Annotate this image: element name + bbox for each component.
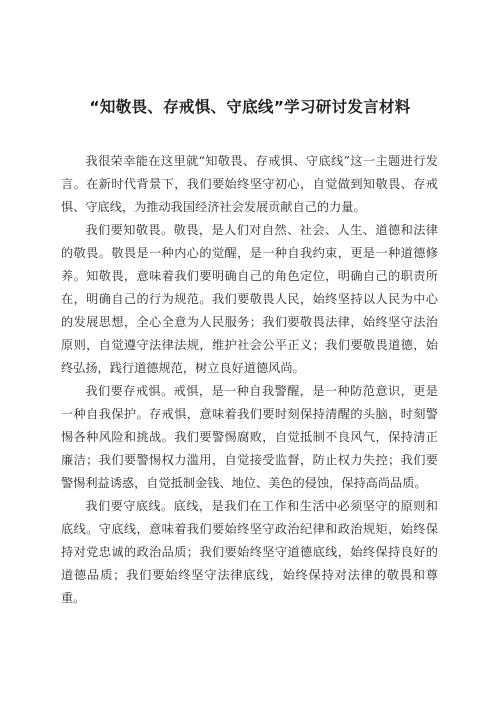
document-body [61,150,438,610]
paragraph-keep-vigilance: 我们要存戒惧。戒惧，是一种自我警醒，是一种防范意识，更是一种自我保护。存戒惧，意味着我们要时刻保持清醒的头脑，时刻警惕各种风险和挑战。我们要警惕腐败，自觉抵制不良风气，保持清正廉洁；我们要警惕权力滥用，自觉接受监督，防止权力失控；我们要警惕利益诱惑，自觉抵制金钱、地位、美色的侵蚀，保持高尚品质。 [61,384,438,490]
paragraph-hold-bottom-line: 我们要守底线。底线，是我们在工作和生活中必须坚守的原则和底线。守底线，意味着我们要始终坚守政治纪律和政治规矩，始终保持对党忠诚的政治品质；我们要始终坚守道德底线，始终保持良好的道德品质；我们要始终坚守法律底线，始终保持对法律的敬畏和尊重。 [61,499,438,605]
paragraph-know-awe: 我们要知敬畏。敬畏，是人们对自然、社会、人生、道德和法律的敬畏。敬畏是一种内心的觉醒，是一种自我约束，更是一种道德修养。知敬畏，意味着我们要明确自己的角色定位，明确自己的职责所在，明确自己的行为规范。我们要敬畏人民，始终坚持以人民为中心的发展思想，全心全意为人民服务；我们要敬畏法律，始终坚守法治原则，自觉遵守法律法规，维护社会公平正义；我们要敬畏道德，始终弘扬，践行道德规范，树立良好道德风尚。 [61,223,438,375]
document-title: “知敬畏、存戒惧、守底线”学习研讨发言材料 [89,98,411,116]
paragraph-intro: 我很荣幸能在这里就“知敬畏、存戒惧、守底线”这一主题进行发言。在新时代背景下，我们要始终坚守初心，自觉做到知敬畏、存戒惧、守底线，为推动我国经济社会发展贡献自己的力量。 [61,154,438,214]
